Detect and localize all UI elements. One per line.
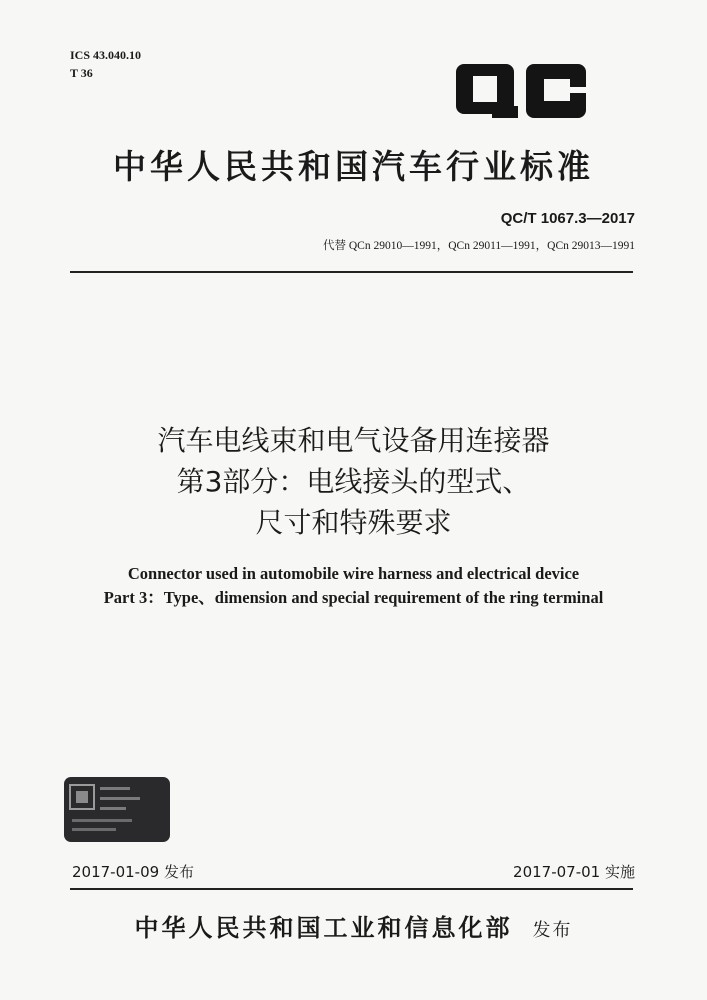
bottom-divider	[70, 888, 633, 890]
issuer-name: 中华人民共和国工业和信息化部	[134, 914, 513, 942]
english-title-line-1: Connector used in automobile wire harness and electrical device	[127, 564, 580, 583]
chinese-title-line-1: 汽车电线束和电气设备用连接器	[157, 424, 550, 457]
qc-logo-graphic	[452, 62, 590, 120]
issuer-verb: 发布	[532, 920, 573, 941]
national-standard-title: 中华人民共和国汽车行业标准	[113, 147, 594, 186]
english-title	[0, 562, 707, 610]
ics-code: ICS 43.040.10	[70, 48, 142, 62]
chinese-title-line-2: 第3部分：电线接头的型式、	[176, 465, 531, 498]
label-pattern-graphic	[64, 777, 170, 842]
chinese-title-line-3: 尺寸和特殊要求	[255, 506, 452, 539]
standard-number: QC/T 1067.3—2017	[500, 210, 635, 227]
replaces-standards: 代替 QCn 29010—1991，QCn 29011—1991，QCn 29013—1991	[323, 240, 635, 252]
anti-counterfeit-label	[64, 777, 170, 842]
issue-date: 2017-01-09 发布	[72, 863, 194, 881]
english-title-line-2: Part 3：Type、dimension and special requirement of the ring terminal	[103, 588, 604, 607]
classification-code: T 36	[70, 66, 93, 80]
top-divider	[70, 271, 633, 273]
qc-logo	[452, 62, 590, 120]
chinese-title	[0, 420, 707, 543]
issuing-authority	[0, 908, 707, 943]
implementation-date: 2017-07-01 实施	[513, 863, 635, 881]
